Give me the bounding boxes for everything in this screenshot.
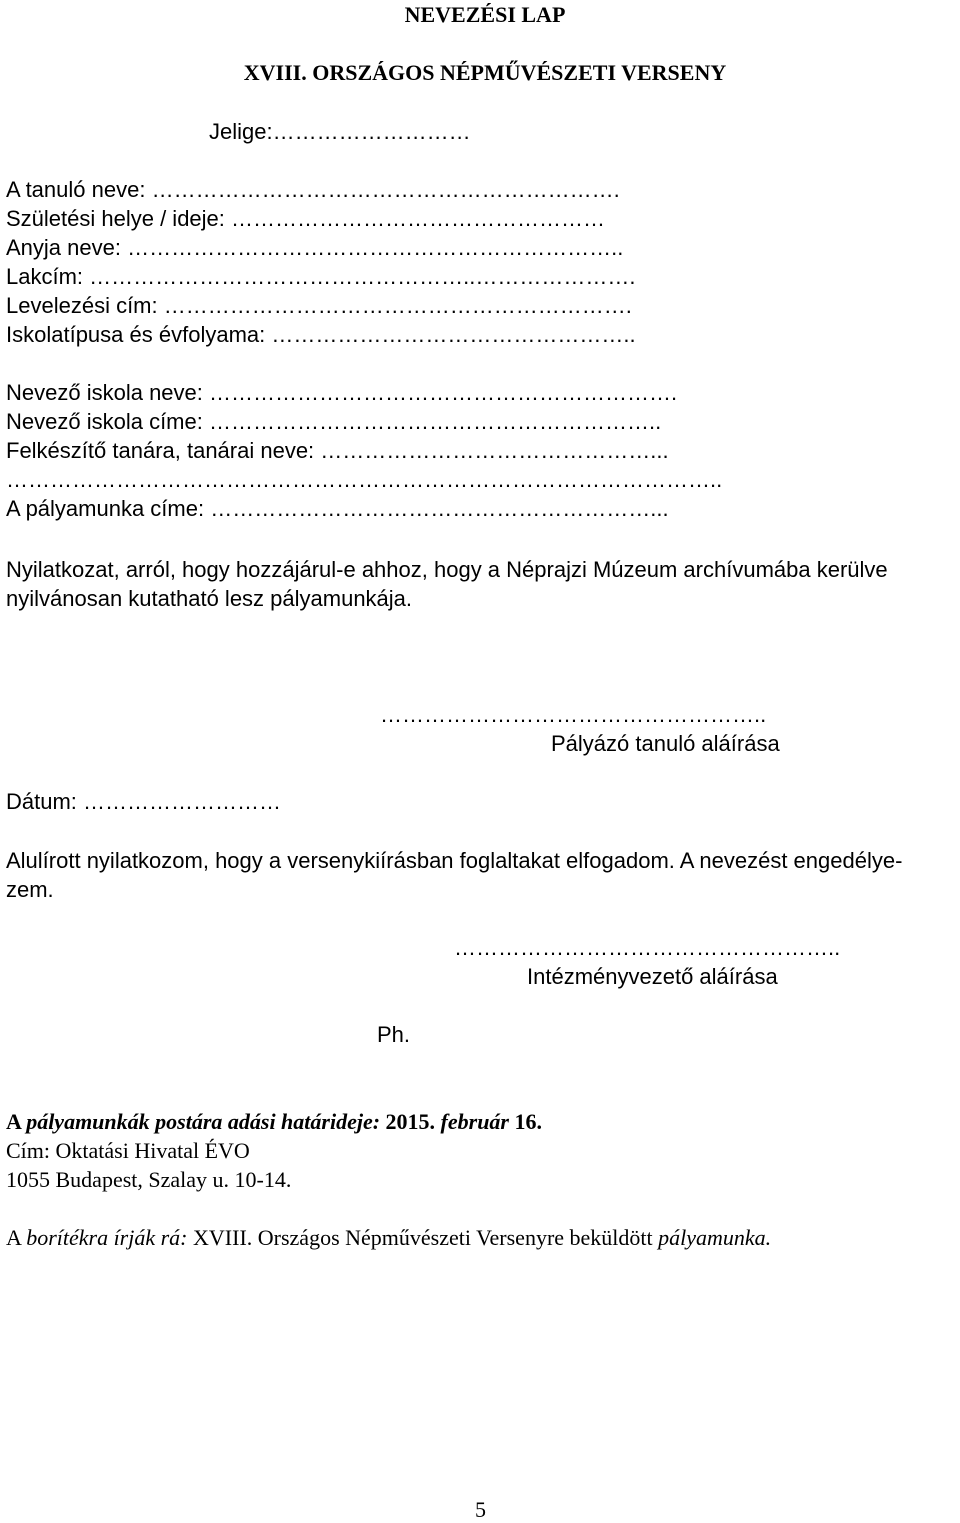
field-label: Felkészítő tanára, tanárai neve: [6, 438, 315, 463]
mailing-address-field[interactable]: ………………………………………………………. [163, 293, 632, 318]
date-row [6, 789, 281, 815]
competition-title: XVIII. ORSZÁGOS NÉPMŰVÉSZETI VERSENY [243, 60, 727, 85]
birth-row [6, 206, 605, 232]
teacher-field[interactable]: ………………………………………... [320, 438, 669, 463]
address-line-2: 1055 Budapest, Szalay u. 10-14. [6, 1167, 292, 1192]
mailing-address-row [6, 293, 632, 319]
director-signature-label: Intézményvezető aláírása [527, 964, 778, 989]
birth-field[interactable]: …………………………………………… [231, 206, 606, 231]
school-name-field[interactable]: ………………………………………………………. [209, 380, 678, 405]
address-field[interactable]: ……………………………………………..…………………. [89, 264, 636, 289]
address-row [6, 264, 636, 290]
envelope-part-2: borítékra írják rá: [26, 1225, 188, 1250]
date-label: Dátum: [6, 789, 77, 814]
acceptance-line-2: zem. [6, 877, 54, 902]
field-label: A tanuló neve: [6, 177, 146, 202]
form-title: NEVEZÉSI LAP [404, 2, 566, 27]
student-name-row [6, 177, 620, 203]
deadline-part-2: pályamunkák postára adási határideje: [26, 1109, 381, 1134]
school-address-row [6, 409, 661, 435]
field-label: Születési helye / ideje: [6, 206, 225, 231]
teacher-field-continued[interactable]: …………………………………………………………………………………….. [6, 467, 723, 492]
envelope-line [6, 1225, 771, 1251]
teacher-row [6, 438, 669, 464]
envelope-part-3: XVIII. Országos Népművészeti Versenyre beküldött [187, 1225, 659, 1250]
deadline-part-3: 2015. [380, 1109, 441, 1134]
teacher-continued-row [6, 467, 722, 493]
school-type-field[interactable]: ………………………………………….. [271, 322, 636, 347]
school-type-row [6, 322, 636, 348]
deadline-part-1: A [6, 1109, 27, 1134]
field-label: Lakcím: [6, 264, 84, 289]
student-signature-line[interactable]: …………………………………………….. [380, 702, 767, 727]
address-line-1: Cím: Oktatási Hivatal ÉVO [6, 1138, 250, 1163]
deadline-line [6, 1109, 542, 1135]
declaration-line-1: Nyilatkozat, arról, hogy hozzájárul-e ahhoz, hogy a Néprajzi Múzeum archívumába kerülve [6, 557, 888, 582]
acceptance-line-1: Alulírott nyilatkozom, hogy a versenykiírásban foglaltakat elfogadom. A nevezést engedélye- [6, 848, 903, 873]
jelige-field[interactable]: ……………………… [272, 119, 471, 144]
page-number: 5 [475, 1497, 486, 1522]
date-field[interactable]: ……………………… [83, 789, 282, 814]
mother-name-row [6, 235, 623, 261]
stamp-label: Ph. [377, 1022, 411, 1047]
deadline-part-4: február [440, 1109, 509, 1134]
school-address-field[interactable]: …………………………………………………….. [208, 409, 662, 434]
jelige-label: Jelige: [209, 119, 273, 144]
deadline-part-5: 16. [509, 1109, 542, 1134]
mother-name-field[interactable]: ………………………………………………………….. [127, 235, 624, 260]
envelope-part-4: pályamunka. [658, 1225, 772, 1250]
envelope-part-1: A [6, 1225, 27, 1250]
field-label: Iskolatípusa és évfolyama: [6, 322, 266, 347]
field-label: Nevező iskola címe: [6, 409, 203, 434]
student-signature-label: Pályázó tanuló aláírása [551, 731, 780, 756]
jelige-row [209, 119, 471, 145]
declaration-line-2: nyilvánosan kutatható lesz pályamunkája. [6, 586, 413, 611]
work-title-field[interactable]: ……………………………………………………... [210, 496, 669, 521]
field-label: Nevező iskola neve: [6, 380, 203, 405]
student-name-field[interactable]: ………………………………………………………. [151, 177, 620, 202]
director-signature-line[interactable]: …………………………………………….. [454, 935, 841, 960]
school-name-row [6, 380, 677, 406]
field-label: A pályamunka címe: [6, 496, 205, 521]
work-title-row [6, 496, 669, 522]
field-label: Anyja neve: [6, 235, 121, 260]
field-label: Levelezési cím: [6, 293, 158, 318]
